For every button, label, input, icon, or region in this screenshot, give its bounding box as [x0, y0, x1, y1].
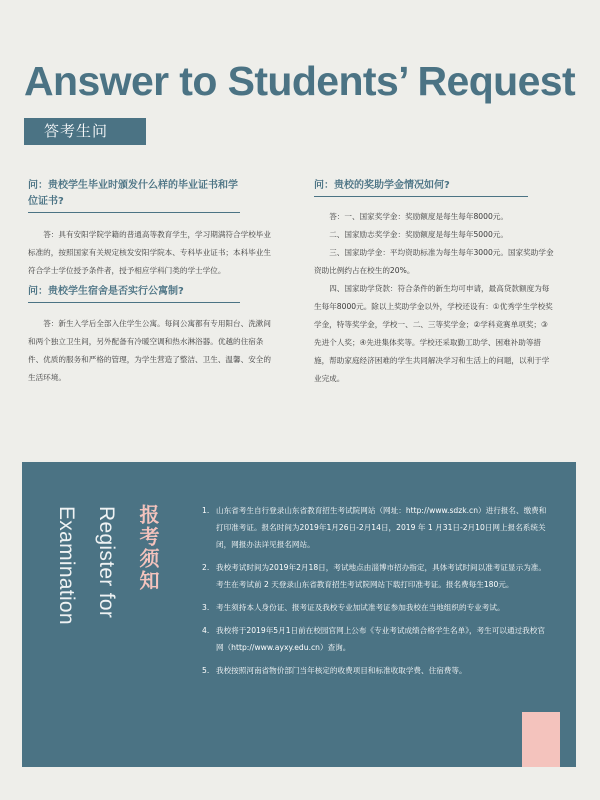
decorative-pink-block: [522, 712, 560, 767]
answer-diploma: 答：具有安阳学院学籍的普通高等教育学生，学习期满符合学校毕业标准的，按照国家有关规定核发安阳学院本、专科毕业证书；本科毕业生符合学士学位授予条件者，授予相应学科门类的学士学位。: [28, 230, 271, 275]
notice-item: [202, 502, 552, 553]
title-en-examination: Examination: [55, 506, 78, 625]
qa-right-column: [314, 178, 554, 388]
notice-item-number: 4.: [202, 626, 210, 635]
qa-left-column: [28, 178, 272, 387]
question-scholarship: 问：贵校的奖助学金情况如何?: [314, 178, 528, 197]
notice-item-text: 我校将于2019年5月1日前在校园官网上公布《专业考试成绩合格学生名单》，考生可以通过我校官网（http://www.ayxy.edu.cn）查询。: [216, 626, 545, 652]
question-dormitory: 问：贵校学生宿舍是否实行公寓制?: [28, 284, 240, 303]
notice-item-text: 我校按照河南省物价部门当年核定的收费项目和标准收取学费、住宿费等。: [216, 666, 467, 675]
page-title: Answer to Students’ Request: [24, 58, 576, 104]
notice-item-number: 1.: [202, 506, 210, 515]
notice-item: [202, 662, 552, 679]
notice-item-text: 考生须持本人身份证、报考证及我校专业加试准考证参加我校在当地组织的专业考试。: [216, 603, 505, 612]
notice-item-number: 5.: [202, 666, 210, 675]
notice-item-text: 山东省考生自行登录山东省教育招生考试院网站（网址：http://www.sdzk.cn）进行报名、缴费和打印准考证。报名时间为2019年1月26日-2月14日，2019 年 1 月31日-2月10日网上报名系统关闭，网报办法详见报名网站。: [216, 506, 547, 549]
title-en-register: Register for: [95, 506, 118, 619]
notice-item: [202, 559, 552, 593]
notice-item: [202, 622, 552, 656]
notice-list: [202, 502, 552, 685]
answer-scholarship-3: 三、国家助学金：平均资助标准为每生每年3000元。国家奖助学金资助比例约占在校生的20%。: [314, 248, 554, 275]
notice-item: [202, 599, 552, 616]
section-badge: 答考生问: [24, 118, 146, 145]
answer-scholarship-4: 四、国家助学贷款：符合条件的新生均可申请，最高贷款额度为每生每年8000元。除以上奖助学金以外，学校还设有：①优秀学生学校奖学金，特等奖学金，学校一、二、三等奖学金；②学科竞赛单项奖；③先进个人奖；④先进集体奖等。学校还采取勤工助学、困难补助等措施，帮助家庭经济困难的学生共同解决学习和生活上的问题，以利于学业完成。: [314, 284, 553, 383]
answer-scholarship-1: 答：一、国家奖学金：奖励额度是每生每年8000元。: [329, 212, 508, 221]
answer-scholarship-2: 二、国家励志奖学金：奖励额度是每生每年5000元。: [329, 230, 508, 239]
notice-title-cn: 报考须知: [136, 504, 160, 592]
notice-item-number: 3.: [202, 603, 210, 612]
answer-dormitory: 答：新生入学后全部入住学生公寓。每间公寓都有专用阳台、洗漱间和两个独立卫生间，另外配备有冷暖空调和热水淋浴器。优越的住宿条件、优质的服务和严格的管理，为学生营造了整洁、卫生、温馨、安全的生活环境。: [28, 319, 271, 382]
notice-item-text: 我校考试时间为2019年2月18日，考试地点由淄博市招办指定，具体考试时间以准考证显示为准。考生在考试前 2 天登录山东省教育招生考试院网站下载打印准考证。报名费每生180元。: [216, 563, 546, 589]
question-diploma: 问：贵校学生毕业时颁发什么样的毕业证书和学位证书?: [28, 178, 240, 213]
notice-item-number: 2.: [202, 563, 210, 572]
